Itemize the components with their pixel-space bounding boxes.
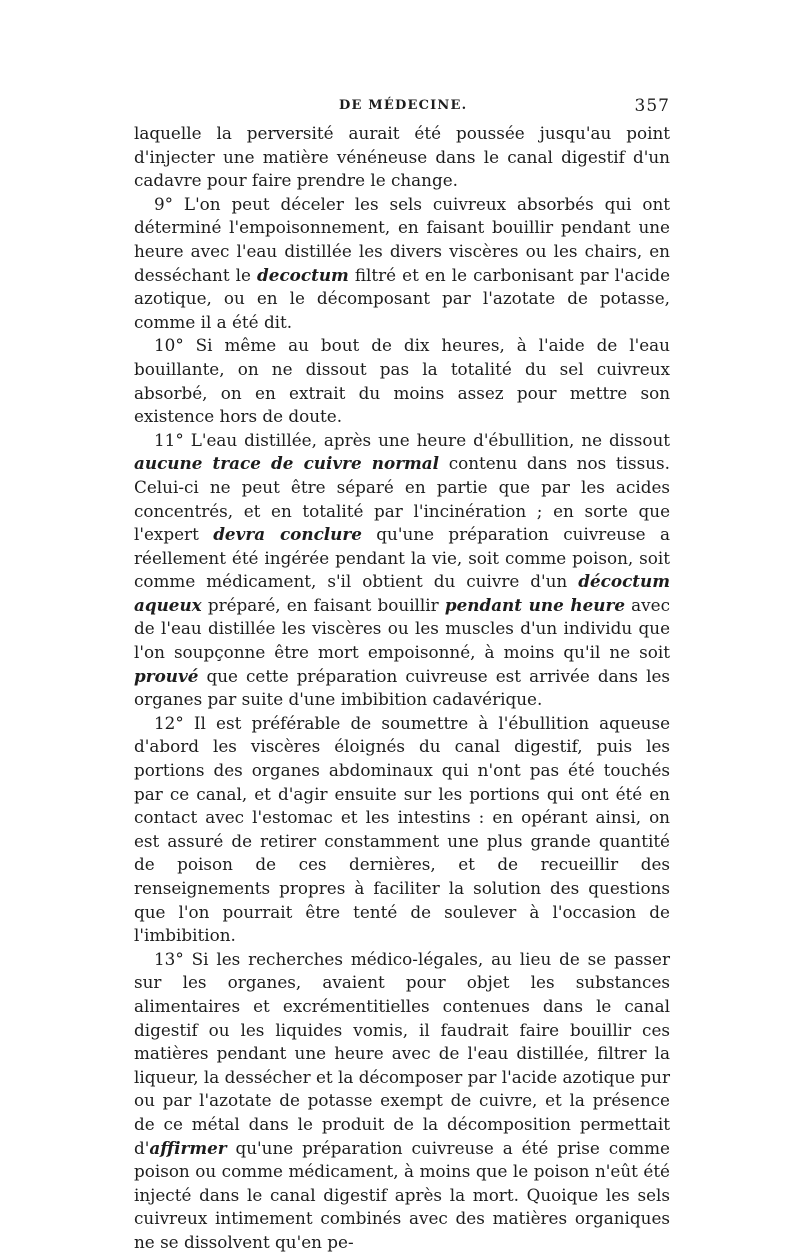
- text-run: 13° Si les recherches médico-légales, au lieu de se passer sur les organes, avaient pour objet les substances alimentaires et excrémentitielles contenues dans le canal digestif ou les liquides vomis, il faudrait faire bouillir ces matières pendant une heure avec de l'eau distillée, filtrer la liqueur, la dessécher et la décomposer par l'acide azotique pur ou par l'azotate de potasse exempt de cuivre, et la présence de ce métal dans le produit de la décomposition permettait d': [134, 948, 670, 1158]
- text-run: préparé, en faisant bouillir: [201, 594, 445, 615]
- book-page: [134, 96, 670, 1255]
- text-run: laquelle la perversité aurait été poussée jusqu'au point d'injecter une matière vénéneuse dans le canal digestif d'un cadavre pour faire prendre le change.: [134, 123, 670, 191]
- italic-term: decoctum: [257, 264, 349, 285]
- text-run: 11° L'eau distillée, après une heure d'ébullition, ne dissout: [154, 429, 670, 450]
- text-run: contenu dans nos tissus. Celui-ci ne peut être séparé en partie que par les acides concentrés, et en totalité par l'incinération ; en sorte que l'expert: [134, 453, 670, 545]
- text-run: filtré et en le carbonisant par l'acide azotique, ou en le décomposant par l'azotate de potasse, comme il a été dit.: [134, 264, 671, 332]
- text-run: 10° Si même au bout de dix heures, à l'aide de l'eau bouillante, on ne dissout pas la totalité du sel cuivreux absorbé, on en extrait du moins assez pour mettre son existence hors de doute.: [134, 335, 670, 427]
- running-title: DE MÉDECINE.: [339, 98, 468, 113]
- page-number: 357: [634, 96, 670, 116]
- italic-term: prouvé: [134, 665, 199, 686]
- paragraph-10: [134, 334, 670, 428]
- text-run: 12° Il est préférable de soumettre à l'ébullition aqueuse d'abord les viscères éloignés du canal digestif, puis les portions des organes abdominaux qui n'ont pas été touchés par ce canal, et d'agir ensuite sur les portions qui ont été en contact avec l'estomac et les intestins : en opérant ainsi, on est assuré de retirer constamment une plus grande quantité de poison de ces dernières, et de recueillir des renseignements propres à faciliter la solution des questions que l'on pourrait être tenté de soulever à l'occasion de l'imbibition.: [134, 712, 670, 946]
- italic-term: affirmer: [149, 1137, 227, 1158]
- italic-term: devra conclure: [213, 524, 362, 545]
- paragraph-continuation: [134, 122, 670, 193]
- text-run: que cette préparation cuivreuse est arrivée dans les organes par suite d'une imbibition cadavérique.: [134, 665, 670, 710]
- text-run: qu'une préparation cuivreuse a été prise comme poison ou comme médicament, à moins que le poison n'eût été injecté dans le canal digestif après la mort. Quoique les sels cuivreux intimement combinés avec des matières organiques ne se dissolvent qu'en pe-: [134, 1137, 670, 1252]
- italic-term: aucune trace de cuivre normal: [134, 453, 440, 474]
- text-run: avec de l'eau distillée les viscères ou les muscles d'un individu que l'on soupçonne être mort empoisonné, à moins qu'il ne soit: [134, 594, 670, 663]
- paragraph-13: [134, 948, 670, 1255]
- text-run: 9° L'on peut déceler les sels cuivreux absorbés qui ont déterminé l'empoisonnement, en faisant bouillir pendant une heure avec l'eau distillée les divers viscères ou les chairs, en desséchant le: [134, 193, 670, 285]
- body-text: [134, 122, 670, 1255]
- italic-term: décoctum aqueux: [134, 571, 670, 615]
- paragraph-11: [134, 429, 670, 712]
- page-header: [134, 96, 670, 122]
- paragraph-9: [134, 193, 670, 335]
- paragraph-12: [134, 712, 670, 948]
- text-run: qu'une préparation cuivreuse a réellement été ingérée pendant la vie, soit comme poison, soit comme médicament, s'il obtient du cuivre d'un: [134, 524, 670, 592]
- italic-term: pendant une heure: [444, 594, 626, 615]
